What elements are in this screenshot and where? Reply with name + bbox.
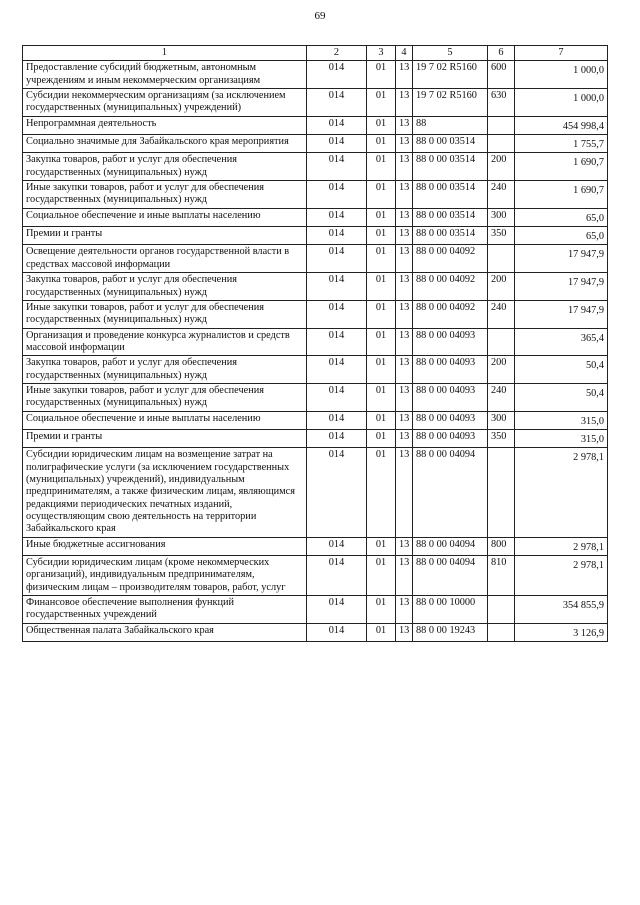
column-header: 1 (23, 46, 307, 61)
amount-value: 2 978,1 (573, 541, 604, 553)
table-row (23, 227, 608, 245)
row-section: 01 (367, 300, 396, 328)
row-target-code: 88 0 00 04092 (413, 245, 488, 273)
row-name: Иные бюджетные ассигнования (23, 537, 307, 555)
row-section: 01 (367, 245, 396, 273)
row-target-code: 88 0 00 04094 (413, 556, 488, 596)
table-row (23, 328, 608, 356)
row-ved-code: 014 (307, 300, 367, 328)
row-subsection: 13 (396, 556, 413, 596)
table-row (23, 181, 608, 209)
amount-value: 17 947,9 (567, 304, 604, 316)
row-name: Финансовое обеспечение выполнения функций государственных учреждений (23, 596, 307, 624)
row-section: 01 (367, 116, 396, 134)
row-amount (515, 596, 608, 624)
header-row (23, 46, 608, 61)
column-header: 6 (488, 46, 515, 61)
row-expense-type (488, 328, 515, 356)
row-ved-code: 014 (307, 383, 367, 411)
row-ved-code: 014 (307, 328, 367, 356)
row-ved-code: 014 (307, 153, 367, 181)
table-row (23, 273, 608, 301)
column-header: 5 (413, 46, 488, 61)
row-amount (515, 153, 608, 181)
row-target-code: 19 7 02 R5160 (413, 61, 488, 89)
table-row (23, 537, 608, 555)
row-target-code: 88 0 00 04093 (413, 356, 488, 384)
row-expense-type: 200 (488, 356, 515, 384)
amount-value: 1 690,7 (573, 185, 604, 197)
row-target-code: 88 0 00 03514 (413, 135, 488, 153)
row-subsection: 13 (396, 328, 413, 356)
row-subsection: 13 (396, 208, 413, 226)
row-subsection: 13 (396, 61, 413, 89)
row-section: 01 (367, 135, 396, 153)
row-expense-type: 200 (488, 153, 515, 181)
row-subsection: 13 (396, 245, 413, 273)
row-amount (515, 411, 608, 429)
amount-value: 17 947,9 (567, 249, 604, 261)
row-name: Иные закупки товаров, работ и услуг для обеспечения государственных (муниципальных) нужд (23, 181, 307, 209)
amount-value: 65,0 (585, 231, 604, 243)
row-target-code: 88 0 00 04093 (413, 411, 488, 429)
row-target-code: 88 0 00 04094 (413, 537, 488, 555)
row-section: 01 (367, 411, 396, 429)
table-row (23, 208, 608, 226)
row-name: Субсидии юридическим лицам (кроме некоммерческих организаций), индивидуальным предпринимателям, физическим лицам – производителям товаров, работ, услуг (23, 556, 307, 596)
row-subsection: 13 (396, 383, 413, 411)
row-subsection: 13 (396, 116, 413, 134)
row-amount (515, 556, 608, 596)
table-row (23, 623, 608, 641)
row-section: 01 (367, 383, 396, 411)
row-target-code: 88 0 00 04094 (413, 448, 488, 537)
row-amount (515, 273, 608, 301)
row-subsection: 13 (396, 429, 413, 447)
amount-value: 1 690,7 (573, 157, 604, 169)
row-expense-type: 630 (488, 89, 515, 117)
amount-value: 3 126,9 (573, 627, 604, 639)
row-expense-type (488, 245, 515, 273)
row-subsection: 13 (396, 153, 413, 181)
row-subsection: 13 (396, 411, 413, 429)
row-ved-code: 014 (307, 429, 367, 447)
table-row (23, 153, 608, 181)
row-expense-type: 810 (488, 556, 515, 596)
row-target-code: 88 0 00 19243 (413, 623, 488, 641)
amount-value: 315,0 (580, 433, 604, 445)
row-amount (515, 116, 608, 134)
row-name: Премии и гранты (23, 227, 307, 245)
row-name: Субсидии юридическим лицам на возмещение затрат на полиграфические услуги (за исключением государственных (муниципальных) учреждений), индивидуальным предпринимателям, а также физическим лицам, являющимся редакциями периодических печатных изданий, осуществляющим свою деятельность на территории Забайкальского края (23, 448, 307, 537)
row-subsection: 13 (396, 273, 413, 301)
page-number: 69 (314, 10, 326, 22)
row-name: Субсидии некоммерческим организациям (за исключением государственных (муниципальных) учреждений) (23, 89, 307, 117)
table-row (23, 383, 608, 411)
row-subsection: 13 (396, 227, 413, 245)
row-subsection: 13 (396, 300, 413, 328)
row-section: 01 (367, 537, 396, 555)
row-subsection: 13 (396, 181, 413, 209)
row-ved-code: 014 (307, 411, 367, 429)
row-name: Социальное обеспечение и иные выплаты населению (23, 411, 307, 429)
row-section: 01 (367, 89, 396, 117)
row-amount (515, 61, 608, 89)
row-section: 01 (367, 328, 396, 356)
row-section: 01 (367, 153, 396, 181)
row-name: Социально значимые для Забайкальского края мероприятия (23, 135, 307, 153)
row-amount (515, 448, 608, 537)
row-subsection: 13 (396, 356, 413, 384)
row-amount (515, 208, 608, 226)
table-row (23, 61, 608, 89)
row-ved-code: 014 (307, 273, 367, 301)
row-expense-type: 350 (488, 227, 515, 245)
row-expense-type (488, 116, 515, 134)
row-name: Социальное обеспечение и иные выплаты населению (23, 208, 307, 226)
row-section: 01 (367, 227, 396, 245)
row-subsection: 13 (396, 448, 413, 537)
amount-value: 50,4 (585, 387, 604, 399)
row-name: Иные закупки товаров, работ и услуг для обеспечения государственных (муниципальных) нужд (23, 383, 307, 411)
row-target-code: 88 0 00 03514 (413, 181, 488, 209)
row-ved-code: 014 (307, 537, 367, 555)
row-amount (515, 328, 608, 356)
row-section: 01 (367, 596, 396, 624)
row-expense-type (488, 448, 515, 537)
row-expense-type: 200 (488, 273, 515, 301)
amount-value: 2 978,1 (573, 452, 604, 464)
row-amount (515, 227, 608, 245)
row-expense-type: 350 (488, 429, 515, 447)
row-expense-type: 240 (488, 300, 515, 328)
amount-value: 50,4 (585, 360, 604, 372)
row-expense-type: 300 (488, 411, 515, 429)
amount-value: 454 998,4 (562, 120, 604, 132)
row-ved-code: 014 (307, 596, 367, 624)
row-amount (515, 245, 608, 273)
row-expense-type (488, 135, 515, 153)
row-expense-type: 300 (488, 208, 515, 226)
table-row (23, 429, 608, 447)
row-amount (515, 429, 608, 447)
row-section: 01 (367, 556, 396, 596)
row-ved-code: 014 (307, 208, 367, 226)
row-ved-code: 014 (307, 135, 367, 153)
table-row (23, 89, 608, 117)
row-name: Премии и гранты (23, 429, 307, 447)
row-ved-code: 014 (307, 89, 367, 117)
amount-value: 315,0 (580, 415, 604, 427)
row-section: 01 (367, 429, 396, 447)
row-amount (515, 623, 608, 641)
row-ved-code: 014 (307, 356, 367, 384)
row-ved-code: 014 (307, 116, 367, 134)
row-name: Иные закупки товаров, работ и услуг для обеспечения государственных (муниципальных) нужд (23, 300, 307, 328)
row-target-code: 88 0 00 10000 (413, 596, 488, 624)
row-subsection: 13 (396, 596, 413, 624)
row-name: Организация и проведение конкурса журналистов и средств массовой информации (23, 328, 307, 356)
row-target-code: 88 0 00 04093 (413, 328, 488, 356)
row-expense-type: 600 (488, 61, 515, 89)
row-name: Освещение деятельности органов государственной власти в средствах массовой информации (23, 245, 307, 273)
row-amount (515, 89, 608, 117)
row-amount (515, 537, 608, 555)
row-target-code: 88 (413, 116, 488, 134)
row-target-code: 19 7 02 R5160 (413, 89, 488, 117)
row-section: 01 (367, 181, 396, 209)
row-target-code: 88 0 00 03514 (413, 208, 488, 226)
row-name: Непрограммная деятельность (23, 116, 307, 134)
row-amount (515, 300, 608, 328)
row-ved-code: 014 (307, 181, 367, 209)
row-section: 01 (367, 273, 396, 301)
amount-value: 354 855,9 (562, 600, 604, 612)
table-row (23, 245, 608, 273)
column-header: 4 (396, 46, 413, 61)
amount-value: 1 000,0 (573, 93, 604, 105)
row-ved-code: 014 (307, 227, 367, 245)
table-row (23, 356, 608, 384)
row-ved-code: 014 (307, 245, 367, 273)
row-amount (515, 181, 608, 209)
amount-value: 65,0 (585, 212, 604, 224)
row-expense-type: 240 (488, 383, 515, 411)
column-header: 2 (307, 46, 367, 61)
table-row (23, 411, 608, 429)
row-ved-code: 014 (307, 623, 367, 641)
row-expense-type (488, 596, 515, 624)
table-row (23, 448, 608, 537)
row-target-code: 88 0 00 04093 (413, 383, 488, 411)
row-subsection: 13 (396, 623, 413, 641)
row-subsection: 13 (396, 135, 413, 153)
row-section: 01 (367, 356, 396, 384)
amount-value: 1 755,7 (573, 139, 604, 151)
row-name: Закупка товаров, работ и услуг для обеспечения государственных (муниципальных) нужд (23, 273, 307, 301)
row-ved-code: 014 (307, 448, 367, 537)
row-name: Общественная палата Забайкальского края (23, 623, 307, 641)
table-row (23, 300, 608, 328)
table-row (23, 556, 608, 596)
column-header: 7 (515, 46, 608, 61)
table-row (23, 116, 608, 134)
amount-value: 17 947,9 (567, 277, 604, 289)
row-target-code: 88 0 00 04092 (413, 273, 488, 301)
row-subsection: 13 (396, 537, 413, 555)
row-ved-code: 014 (307, 556, 367, 596)
table-row (23, 596, 608, 624)
row-section: 01 (367, 61, 396, 89)
amount-value: 365,4 (580, 332, 604, 344)
row-section: 01 (367, 208, 396, 226)
row-expense-type (488, 623, 515, 641)
row-section: 01 (367, 448, 396, 537)
row-amount (515, 383, 608, 411)
row-expense-type: 800 (488, 537, 515, 555)
table-row (23, 135, 608, 153)
column-header: 3 (367, 46, 396, 61)
row-target-code: 88 0 00 04093 (413, 429, 488, 447)
row-name: Закупка товаров, работ и услуг для обеспечения государственных (муниципальных) нужд (23, 356, 307, 384)
budget-table (22, 45, 608, 642)
row-amount (515, 135, 608, 153)
row-expense-type: 240 (488, 181, 515, 209)
row-name: Закупка товаров, работ и услуг для обеспечения государственных (муниципальных) нужд (23, 153, 307, 181)
row-ved-code: 014 (307, 61, 367, 89)
row-target-code: 88 0 00 03514 (413, 153, 488, 181)
row-name: Предоставление субсидий бюджетным, автономным учреждениям и иным некоммерческим организациям (23, 61, 307, 89)
row-subsection: 13 (396, 89, 413, 117)
row-amount (515, 356, 608, 384)
amount-value: 1 000,0 (573, 65, 604, 77)
row-section: 01 (367, 623, 396, 641)
row-target-code: 88 0 00 03514 (413, 227, 488, 245)
amount-value: 2 978,1 (573, 560, 604, 572)
row-target-code: 88 0 00 04092 (413, 300, 488, 328)
